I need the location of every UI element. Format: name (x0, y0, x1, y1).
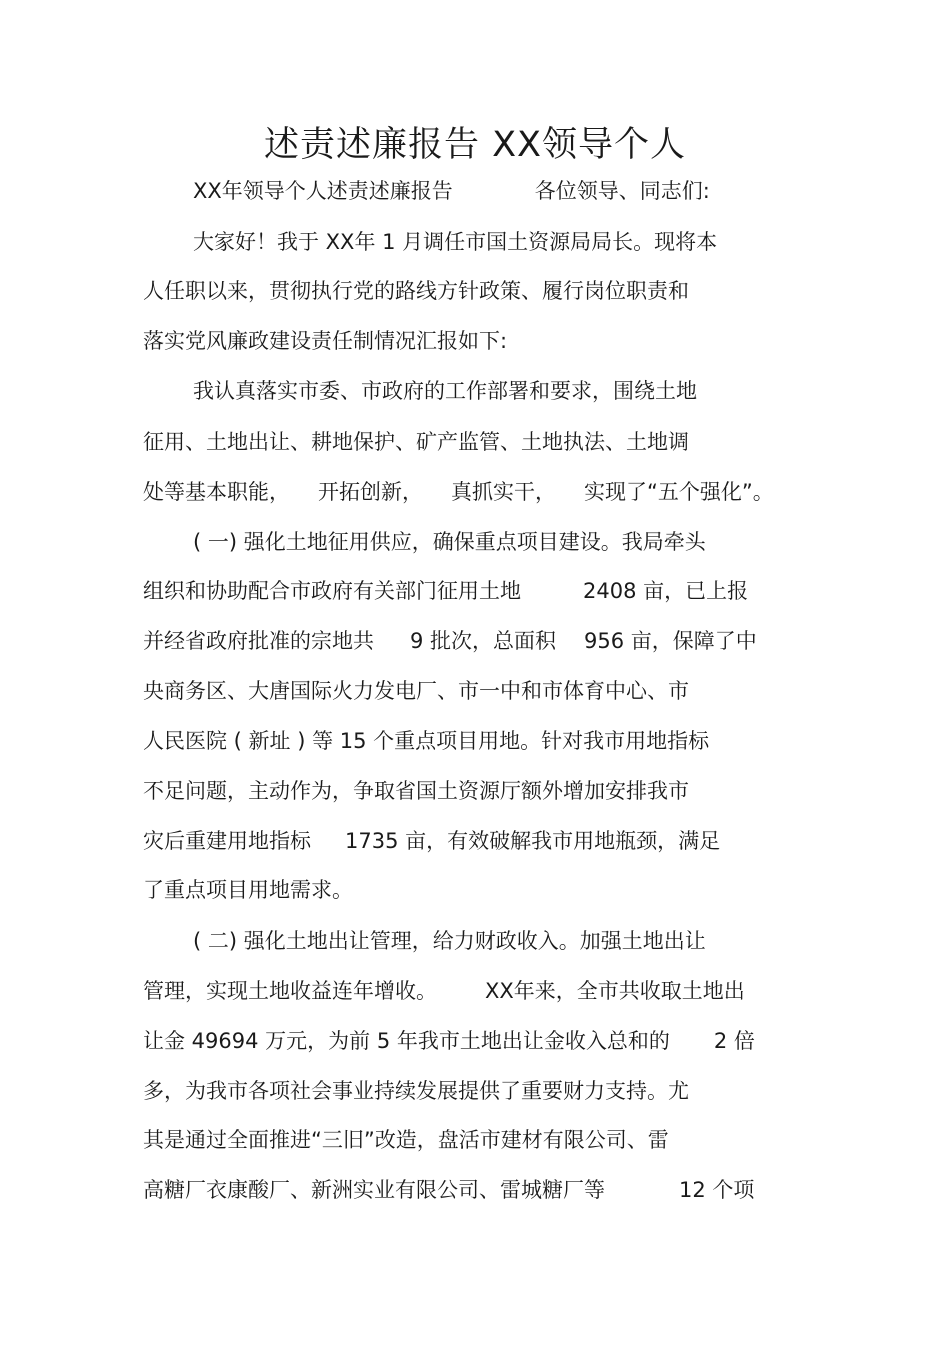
text-line (143, 875, 353, 905)
text-line (143, 826, 720, 856)
text-segment: 并经省政府批准的宗地共 (143, 629, 374, 653)
text-line (193, 227, 717, 257)
text-line (143, 477, 774, 507)
text-line (143, 676, 689, 706)
text-line (143, 276, 689, 306)
text-segment: 真抓实干， (451, 480, 556, 504)
text-segment: 组织和协助配合市政府有关部门征用土地 (143, 579, 521, 603)
text-segment: 高糖厂衣康酸厂、新洲实业有限公司、雷城糖厂等 (143, 1178, 605, 1202)
text-segment: 人任职以来，贯彻执行党的路线方针政策、履行岗位职责和 (143, 279, 689, 303)
text-segment: 不足问题，主动作为，争取省国土资源厅额外增加安排我市 (143, 779, 689, 803)
text-segment: 2 倍 (713, 1029, 755, 1053)
text-line (143, 1125, 669, 1155)
text-line (193, 176, 710, 206)
text-line (143, 626, 757, 656)
text-line (193, 376, 697, 406)
document-title: 述责述廉报告 XX领导个人 (263, 125, 687, 165)
text-segment: 灾后重建用地指标 (143, 829, 311, 853)
text-segment: XX年来，全市共收取土地出 (485, 979, 745, 1003)
text-segment: 处等基本职能， (143, 480, 290, 504)
text-line (143, 326, 507, 356)
text-line (143, 1076, 689, 1106)
text-segment: 我认真落实市委、市政府的工作部署和要求，围绕土地 (193, 379, 697, 403)
text-line (143, 1175, 754, 1205)
text-segment: 各位领导、同志们: (534, 179, 710, 203)
text-segment: 9 批次，总面积 (410, 629, 557, 653)
text-segment: 征用、土地出让、耕地保护、矿产监管、土地执法、土地调 (143, 430, 689, 454)
text-segment: 1735 亩，有效破解我市用地瓶颈，满足 (345, 829, 721, 853)
text-segment: 大家好！我于 XX年 1 月调任市国土资源局局长。现将本 (193, 230, 718, 254)
text-segment: ( 一) 强化土地征用供应，确保重点项目建设。我局牵头 (193, 530, 706, 554)
text-segment: 了重点项目用地需求。 (143, 878, 353, 902)
text-line (193, 926, 706, 956)
text-line (143, 776, 689, 806)
text-segment: 实现了“五个强化”。 (584, 480, 774, 504)
text-line (143, 976, 745, 1006)
text-segment: 央商务区、大唐国际火力发电厂、市一中和市体育中心、市 (143, 679, 689, 703)
text-segment: 开拓创新， (318, 480, 423, 504)
text-segment: 人民医院 ( 新址 ) 等 15 个重点项目用地。针对我市用地指标 (143, 729, 710, 753)
text-segment: ( 二) 强化土地出让管理，给力财政收入。加强土地出让 (193, 929, 706, 953)
text-segment: XX年领导个人述责述廉报告 (193, 179, 453, 203)
text-segment: 2408 亩，已上报 (583, 579, 749, 603)
text-segment: 落实党风廉政建设责任制情况汇报如下: (143, 329, 508, 353)
text-line (143, 576, 748, 606)
text-segment: 其是通过全面推进“三旧”改造，盘活市建材有限公司、雷 (143, 1128, 669, 1152)
text-line (143, 726, 709, 756)
text-segment: 让金 49694 万元，为前 5 年我市土地出让金收入总和的 (143, 1029, 670, 1053)
text-segment: 多，为我市各项社会事业持续发展提供了重要财力支持。尤 (143, 1079, 689, 1103)
text-line (193, 527, 706, 557)
text-segment: 管理，实现土地收益连年增收。 (143, 979, 437, 1003)
text-segment: 956 亩，保障了中 (584, 629, 757, 653)
text-line (143, 427, 689, 457)
text-line (143, 1026, 755, 1056)
text-segment: 12 个项 (679, 1178, 755, 1202)
